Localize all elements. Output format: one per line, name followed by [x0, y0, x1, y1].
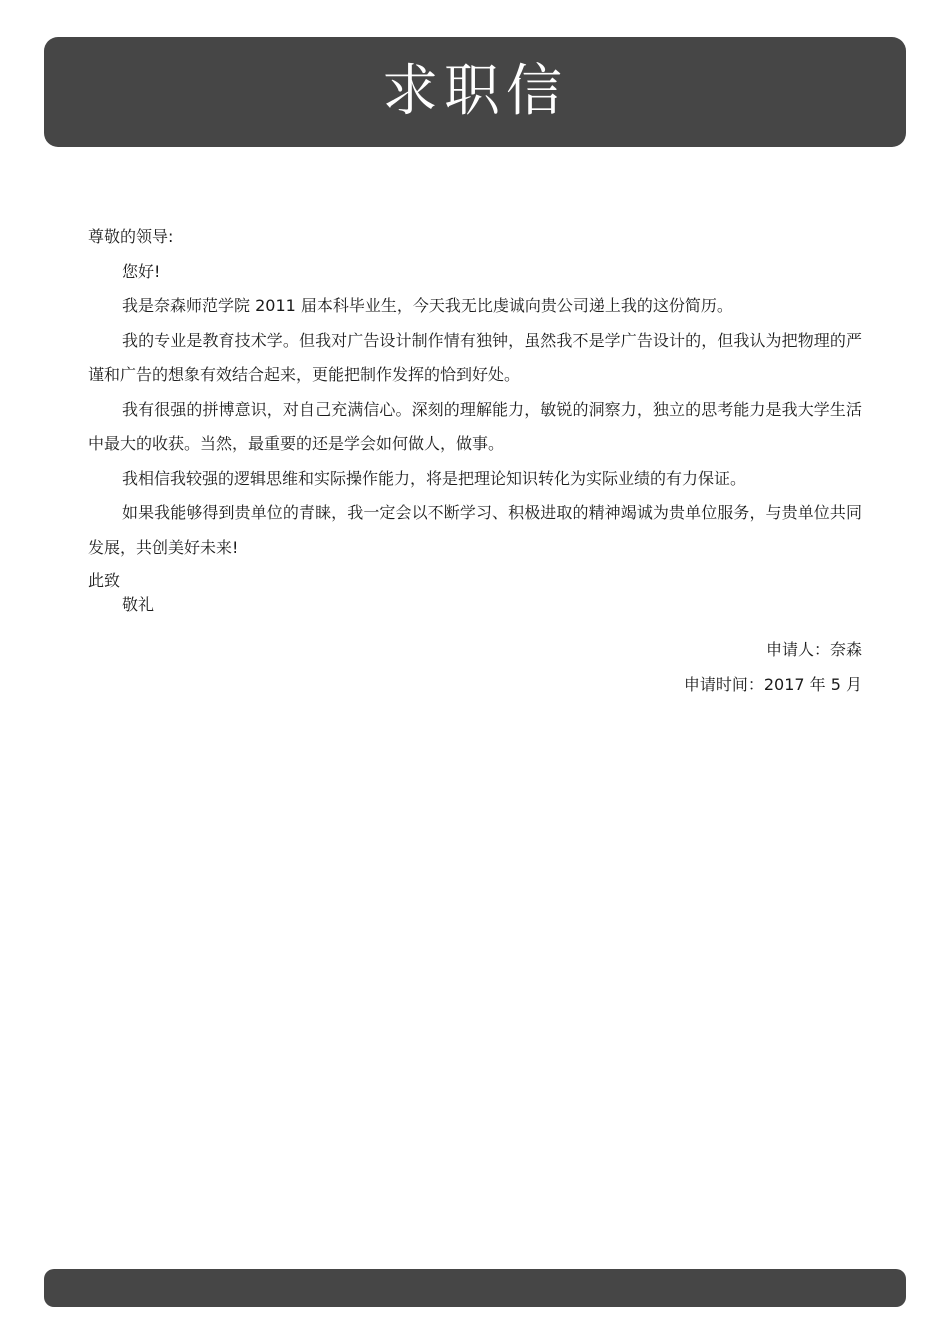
conclusion-paragraph: 如果我能够得到贵单位的青睐，我一定会以不断学习、积极进取的精神竭诚为贵单位服务，与贵单位共同发展，共创美好未来! [88, 503, 862, 557]
signature-block [684, 632, 862, 702]
abilities-paragraph: 我相信我较强的逻辑思维和实际操作能力，将是把理论知识转化为实际业绩的有力保证。 [122, 468, 747, 488]
closing-cizhi: 此致 [88, 571, 121, 590]
major-paragraph: 我的专业是教育技术学。但我对广告设计制作情有独钟，虽然我不是学广告设计的，但我认为把物理的严谨和广告的想象有效结合起来，更能把制作发挥的恰到好处。 [88, 330, 862, 384]
strengths-paragraph: 我有很强的拼博意识，对自己充满信心。深刻的理解能力，敏锐的洞察力，独立的思考能力是我大学生活中最大的收获。当然，最重要的还是学会如何做人，做事。 [88, 399, 862, 453]
applicant-name: 申请人：奈森 [765, 640, 862, 659]
salutation: 尊敬的领导: [88, 227, 174, 246]
letter-body [88, 220, 862, 617]
page-title: 求职信 [382, 59, 568, 124]
greeting-paragraph: 您好! [122, 261, 161, 281]
header-banner [44, 37, 906, 147]
intro-paragraph: 我是奈森师范学院 2011 届本科毕业生，今天我无比虔诚向贵公司递上我的这份简历。 [122, 296, 733, 315]
closing-jingli: 敬礼 [122, 595, 155, 614]
application-date: 申请时间：2017 年 5 月 [683, 675, 862, 694]
footer-bar [44, 1269, 906, 1307]
